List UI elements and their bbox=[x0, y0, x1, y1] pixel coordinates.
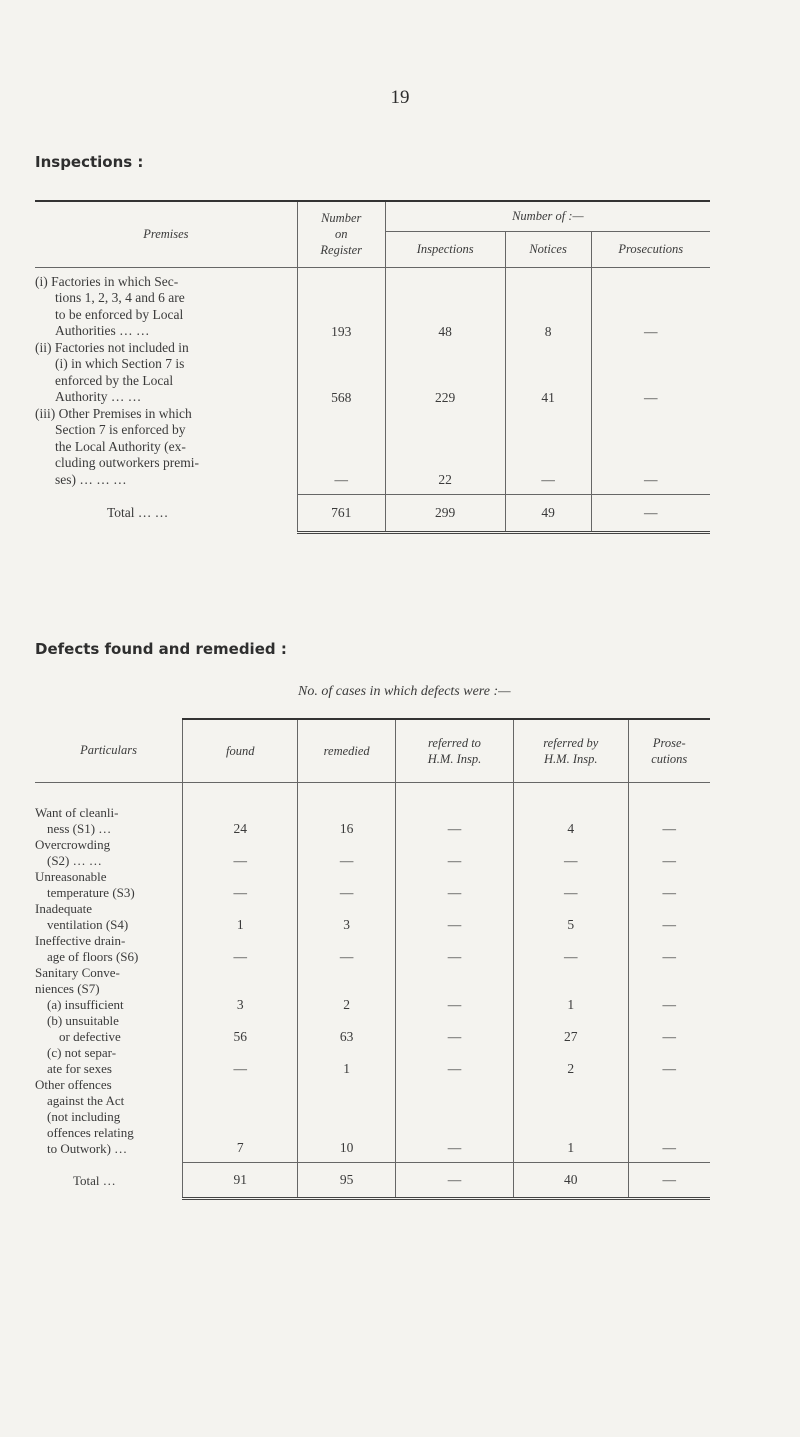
premises-line: ses) … … … bbox=[55, 471, 127, 487]
inspections-table bbox=[35, 200, 710, 534]
total-remedied: 95 bbox=[298, 1163, 396, 1199]
particulars-cell bbox=[35, 1013, 183, 1045]
defect-row bbox=[35, 837, 710, 869]
prosecutions-value: — bbox=[662, 1060, 676, 1076]
defect-row bbox=[35, 1077, 710, 1163]
particulars-line: niences (S7) bbox=[35, 980, 100, 996]
referred-by-value: 1 bbox=[514, 965, 628, 1013]
header-line: referred to bbox=[428, 735, 481, 750]
header-premises: Premises bbox=[35, 201, 297, 267]
found-value: 1 bbox=[183, 901, 298, 933]
header-number-line: Number bbox=[321, 211, 362, 226]
referred-to-value: — bbox=[395, 901, 513, 933]
particulars-line: (not including bbox=[47, 1108, 121, 1124]
header-referred-by bbox=[514, 719, 628, 782]
header-inspections: Inspections bbox=[385, 231, 505, 267]
remedied-value: — bbox=[298, 933, 396, 965]
defects-heading: Defects found and remedied : bbox=[35, 640, 287, 658]
inspections-heading: Inspections : bbox=[35, 153, 144, 171]
particulars-line: Sanitary Conve- bbox=[35, 964, 120, 980]
found-value: — bbox=[183, 933, 298, 965]
particulars-line: Inadequate bbox=[35, 900, 93, 916]
defects-table bbox=[35, 718, 710, 1200]
remedied-value: 10 bbox=[298, 1077, 396, 1163]
header-line: cutions bbox=[651, 751, 688, 766]
premises-line: (i) Factories in which Sec- bbox=[35, 273, 179, 289]
header-line: H.M. Insp. bbox=[427, 751, 482, 766]
particulars-line: (b) unsuitable bbox=[47, 1012, 119, 1028]
particulars-line: Unreasonable bbox=[35, 868, 107, 884]
found-value: — bbox=[183, 1045, 298, 1077]
register-value: — bbox=[297, 406, 385, 495]
notices-value: 41 bbox=[505, 340, 591, 406]
total-prosecutions: — bbox=[628, 1163, 710, 1199]
header-line: Prose- bbox=[652, 735, 686, 750]
header-referred-to bbox=[395, 719, 513, 782]
particulars-line: Other offences bbox=[35, 1076, 112, 1092]
total-found: 91 bbox=[183, 1163, 298, 1199]
inspections-row bbox=[35, 340, 710, 406]
particulars-line: age of floors (S6) bbox=[47, 948, 139, 964]
found-value: 7 bbox=[183, 1077, 298, 1163]
particulars-line: offences relating bbox=[47, 1124, 134, 1140]
referred-by-value: 1 bbox=[514, 1077, 628, 1163]
remedied-value: 63 bbox=[298, 1013, 396, 1045]
defects-subtitle: No. of cases in which defects were :— bbox=[298, 684, 511, 699]
defect-row bbox=[35, 1045, 710, 1077]
header-on-line: on bbox=[334, 227, 348, 242]
register-value: 193 bbox=[297, 267, 385, 340]
particulars-line: temperature (S3) bbox=[47, 884, 135, 900]
referred-to-value: — bbox=[395, 1045, 513, 1077]
prosecutions-value: — bbox=[662, 916, 676, 932]
header-notices: Notices bbox=[505, 231, 591, 267]
inspections-row bbox=[35, 267, 710, 340]
premises-line: tions 1, 2, 3, 4 and 6 are bbox=[55, 290, 185, 305]
premises-line: enforced by the Local bbox=[55, 372, 174, 388]
premises-line: Authority … … bbox=[55, 389, 142, 404]
referred-by-value: 2 bbox=[514, 1045, 628, 1077]
remedied-value: 3 bbox=[298, 901, 396, 933]
prosecutions-value: — bbox=[662, 884, 676, 900]
particulars-line: (c) not separ- bbox=[47, 1044, 117, 1060]
found-value: 3 bbox=[183, 965, 298, 1013]
premises-line: (i) in which Section 7 is bbox=[55, 356, 185, 371]
total-prosecutions: — bbox=[591, 494, 710, 532]
header-number-on-register bbox=[297, 201, 385, 267]
header-prosecutions: Prosecutions bbox=[591, 231, 710, 267]
total-label: Total … bbox=[73, 1172, 116, 1188]
premises-line: Authorities … … bbox=[55, 323, 150, 338]
referred-by-value: — bbox=[514, 933, 628, 965]
notices-value: 8 bbox=[505, 267, 591, 340]
referred-by-value: 4 bbox=[514, 782, 628, 837]
particulars-cell bbox=[35, 782, 183, 837]
premises-line: (iii) Other Premises in which bbox=[35, 405, 192, 421]
header-line: H.M. Insp. bbox=[544, 751, 598, 766]
header-particulars: Particulars bbox=[35, 719, 183, 782]
defect-row bbox=[35, 782, 710, 837]
found-value: — bbox=[183, 837, 298, 869]
referred-to-value: — bbox=[395, 1077, 513, 1163]
particulars-line: Want of cleanli- bbox=[35, 804, 119, 820]
particulars-cell bbox=[35, 869, 183, 901]
referred-to-value: — bbox=[395, 837, 513, 869]
total-referred-to: — bbox=[395, 1163, 513, 1199]
prosecutions-value: — bbox=[644, 471, 658, 487]
notices-value: — bbox=[505, 406, 591, 495]
found-value: 56 bbox=[183, 1013, 298, 1045]
total-notices: 49 bbox=[505, 494, 591, 532]
particulars-line: ate for sexes bbox=[47, 1060, 112, 1076]
referred-to-value: — bbox=[395, 933, 513, 965]
total-inspections: 299 bbox=[385, 494, 505, 532]
particulars-line: Ineffective drain- bbox=[35, 932, 126, 948]
inspections-row bbox=[35, 406, 710, 495]
prosecutions-value: — bbox=[662, 820, 676, 836]
prosecutions-value: — bbox=[662, 1140, 676, 1155]
premises-line: to be enforced by Local bbox=[55, 306, 184, 322]
inspections-value: 22 bbox=[385, 406, 505, 495]
particulars-line: to Outwork) … bbox=[47, 1140, 128, 1156]
remedied-value: — bbox=[298, 837, 396, 869]
header-number-of: Number of :— bbox=[385, 201, 710, 231]
header-remedied: remedied bbox=[298, 719, 396, 782]
header-prosecutions bbox=[628, 719, 710, 782]
particulars-line: ness (S1) … bbox=[47, 820, 112, 836]
referred-to-value: — bbox=[395, 1013, 513, 1045]
remedied-value: 1 bbox=[298, 1045, 396, 1077]
defect-row bbox=[35, 869, 710, 901]
referred-to-value: — bbox=[395, 965, 513, 1013]
referred-by-value: — bbox=[514, 837, 628, 869]
prosecutions-value: — bbox=[662, 996, 676, 1012]
page-number: 19 bbox=[390, 87, 410, 108]
particulars-cell bbox=[35, 933, 183, 965]
referred-by-value: 5 bbox=[514, 901, 628, 933]
inspections-value: 229 bbox=[385, 340, 505, 406]
premises-cell bbox=[35, 406, 297, 495]
found-value: — bbox=[183, 869, 298, 901]
particulars-cell bbox=[35, 1045, 183, 1077]
header-line: referred by bbox=[543, 735, 599, 750]
particulars-line: (a) insufficient bbox=[47, 996, 124, 1012]
total-register: 761 bbox=[297, 494, 385, 532]
remedied-value: 2 bbox=[298, 965, 396, 1013]
particulars-line: (S2) … … bbox=[47, 852, 102, 868]
premises-line: Section 7 is enforced by bbox=[55, 422, 186, 437]
particulars-cell bbox=[35, 837, 183, 869]
defect-row bbox=[35, 965, 710, 1013]
particulars-cell bbox=[35, 965, 183, 1013]
premises-line: cluding outworkers premi- bbox=[55, 455, 199, 470]
prosecutions-value: — bbox=[644, 323, 658, 339]
premises-cell bbox=[35, 340, 297, 406]
found-value: 24 bbox=[183, 782, 298, 837]
premises-line: the Local Authority (ex- bbox=[55, 438, 186, 454]
remedied-value: 16 bbox=[298, 782, 396, 837]
referred-by-value: — bbox=[514, 869, 628, 901]
referred-by-value: 27 bbox=[514, 1013, 628, 1045]
defect-row bbox=[35, 901, 710, 933]
header-found: found bbox=[183, 719, 298, 782]
defects-total-row bbox=[35, 1163, 710, 1199]
defect-row bbox=[35, 933, 710, 965]
particulars-cell bbox=[35, 901, 183, 933]
defect-row bbox=[35, 1013, 710, 1045]
particulars-line: ventilation (S4) bbox=[47, 916, 129, 932]
prosecutions-value: — bbox=[662, 1028, 676, 1044]
inspections-value: 48 bbox=[385, 267, 505, 340]
particulars-line: Overcrowding bbox=[35, 836, 111, 852]
total-label: Total … … bbox=[107, 505, 169, 520]
particulars-cell bbox=[35, 1077, 183, 1163]
particulars-line: against the Act bbox=[47, 1092, 125, 1108]
inspections-total-row bbox=[35, 494, 710, 532]
referred-to-value: — bbox=[395, 782, 513, 837]
total-referred-by: 40 bbox=[514, 1163, 628, 1199]
particulars-line: or defective bbox=[59, 1028, 121, 1044]
register-value: 568 bbox=[297, 340, 385, 406]
premises-line: (ii) Factories not included in bbox=[35, 339, 189, 355]
prosecutions-value: — bbox=[644, 389, 658, 405]
remedied-value: — bbox=[298, 869, 396, 901]
header-register-line: Register bbox=[320, 243, 363, 258]
premises-cell bbox=[35, 267, 297, 340]
referred-to-value: — bbox=[395, 869, 513, 901]
prosecutions-value: — bbox=[662, 948, 676, 964]
prosecutions-value: — bbox=[662, 852, 676, 868]
